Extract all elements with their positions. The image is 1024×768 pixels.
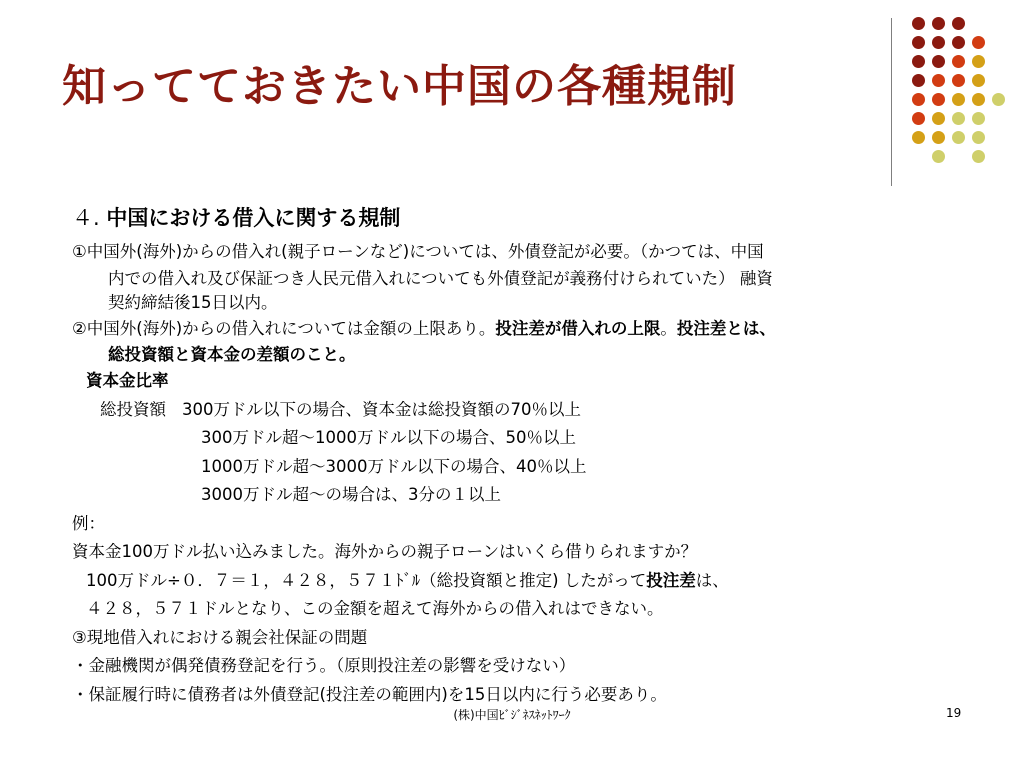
section-heading-text: 中国における借入に関する規制	[106, 206, 401, 230]
section-heading	[72, 204, 972, 238]
item3-bullet-2: ・保証履行時に債務者は外債登記(投注差の範囲内)を15日以内に行う必要あり。	[72, 684, 667, 704]
ratio-row-3: 1000万ドル超～3000万ドル以下の場合、40％以上	[201, 456, 587, 476]
decorative-dot	[932, 93, 945, 106]
ratio-row-text: 300万ドル以下の場合、資本金は総投資額の70％以上	[182, 399, 581, 419]
item3-bullet-1: ・金融機関が偶発債務登記を行う。（原則投注差の影響を受けない）	[72, 656, 576, 675]
decorative-dot	[972, 112, 985, 125]
item2-text-c: 。	[660, 318, 677, 338]
ratio-label: 総投資額	[100, 399, 166, 419]
item1-line3: 契約締結後15日以内。	[108, 292, 278, 312]
ratio-heading: 資本金比率	[86, 371, 169, 390]
example-answer-text-c: は、	[695, 570, 729, 590]
decorative-dot	[912, 17, 925, 30]
decorative-dot	[932, 150, 945, 163]
ratio-row-2: 300万ドル超～1000万ドル以下の場合、50％以上	[201, 428, 576, 447]
decorative-dot	[952, 112, 965, 125]
decorative-dot	[912, 36, 925, 49]
decorative-dot	[952, 74, 965, 87]
section-number: ４.	[72, 206, 100, 230]
example-answer-2: ４２８，５７１ドルとなり、この金額を超えて海外からの借入れはできない。	[86, 599, 664, 618]
decorative-dot	[972, 36, 985, 49]
decorative-dot	[972, 74, 985, 87]
decorative-dot	[952, 93, 965, 106]
decorative-dot	[932, 112, 945, 125]
item2-text-b: 投注差が借入れの上限	[495, 318, 661, 338]
decorative-dot	[972, 55, 985, 68]
item3-heading: ③現地借入れにおける親会社保証の問題	[72, 627, 368, 647]
example-answer-text-b: 投注差	[646, 570, 696, 590]
decorative-dot	[952, 36, 965, 49]
item2-line2: 総投資額と資本金の差額のこと。	[108, 345, 356, 364]
decorative-dot	[952, 17, 965, 30]
example-answer-1	[72, 567, 972, 596]
example-label: 例：	[72, 513, 105, 533]
example-question: 資本金100万ドル払い込みました。海外からの親子ローンはいくら借りられますか？	[72, 542, 698, 561]
decorative-dot	[932, 74, 945, 87]
decorative-dot	[912, 131, 925, 144]
decorative-dot	[932, 36, 945, 49]
decorative-dot	[952, 55, 965, 68]
item2-text-d: 投注差とは、	[676, 318, 776, 338]
page-number: 19	[946, 706, 962, 720]
decorative-dot	[932, 17, 945, 30]
example-answer-text-a: 100万ドル÷０．７＝１，４２８，５７１ﾄﾞﾙ（総投資額と推定) したがって	[86, 570, 647, 590]
decorative-dot	[912, 55, 925, 68]
decorative-dot	[992, 93, 1005, 106]
slide-title: 知ってておきたい中国の各種規制	[62, 61, 737, 112]
footer-company: (株)中国ﾋﾞｼﾞﾈｽﾈｯﾄﾜｰｸ	[453, 708, 571, 722]
item1-line1: ①中国外(海外)からの借入れ(親子ローンなど)については、外債登記が必要。（かつては、中国	[72, 242, 764, 261]
item1-line2: 内での借入れ及び保証つき人民元借入れについても外債登記が義務付けられていた） 融資	[108, 268, 773, 288]
ratio-row-1	[72, 396, 972, 425]
decorative-dot	[912, 93, 925, 106]
decorative-dot	[932, 131, 945, 144]
slide-body	[72, 204, 972, 709]
item2-text-a: ②中国外(海外)からの借入れについては金額の上限あり。	[72, 318, 496, 338]
decorative-dot	[952, 131, 965, 144]
divider-line	[891, 18, 892, 186]
decorative-dot	[912, 112, 925, 125]
decorative-dot	[912, 74, 925, 87]
decorative-dot	[972, 93, 985, 106]
ratio-row-4: 3000万ドル超～の場合は、3分の１以上	[201, 485, 501, 504]
decorative-dot	[972, 131, 985, 144]
item2-line1	[72, 315, 972, 344]
decorative-dot	[932, 55, 945, 68]
decorative-dot	[972, 150, 985, 163]
